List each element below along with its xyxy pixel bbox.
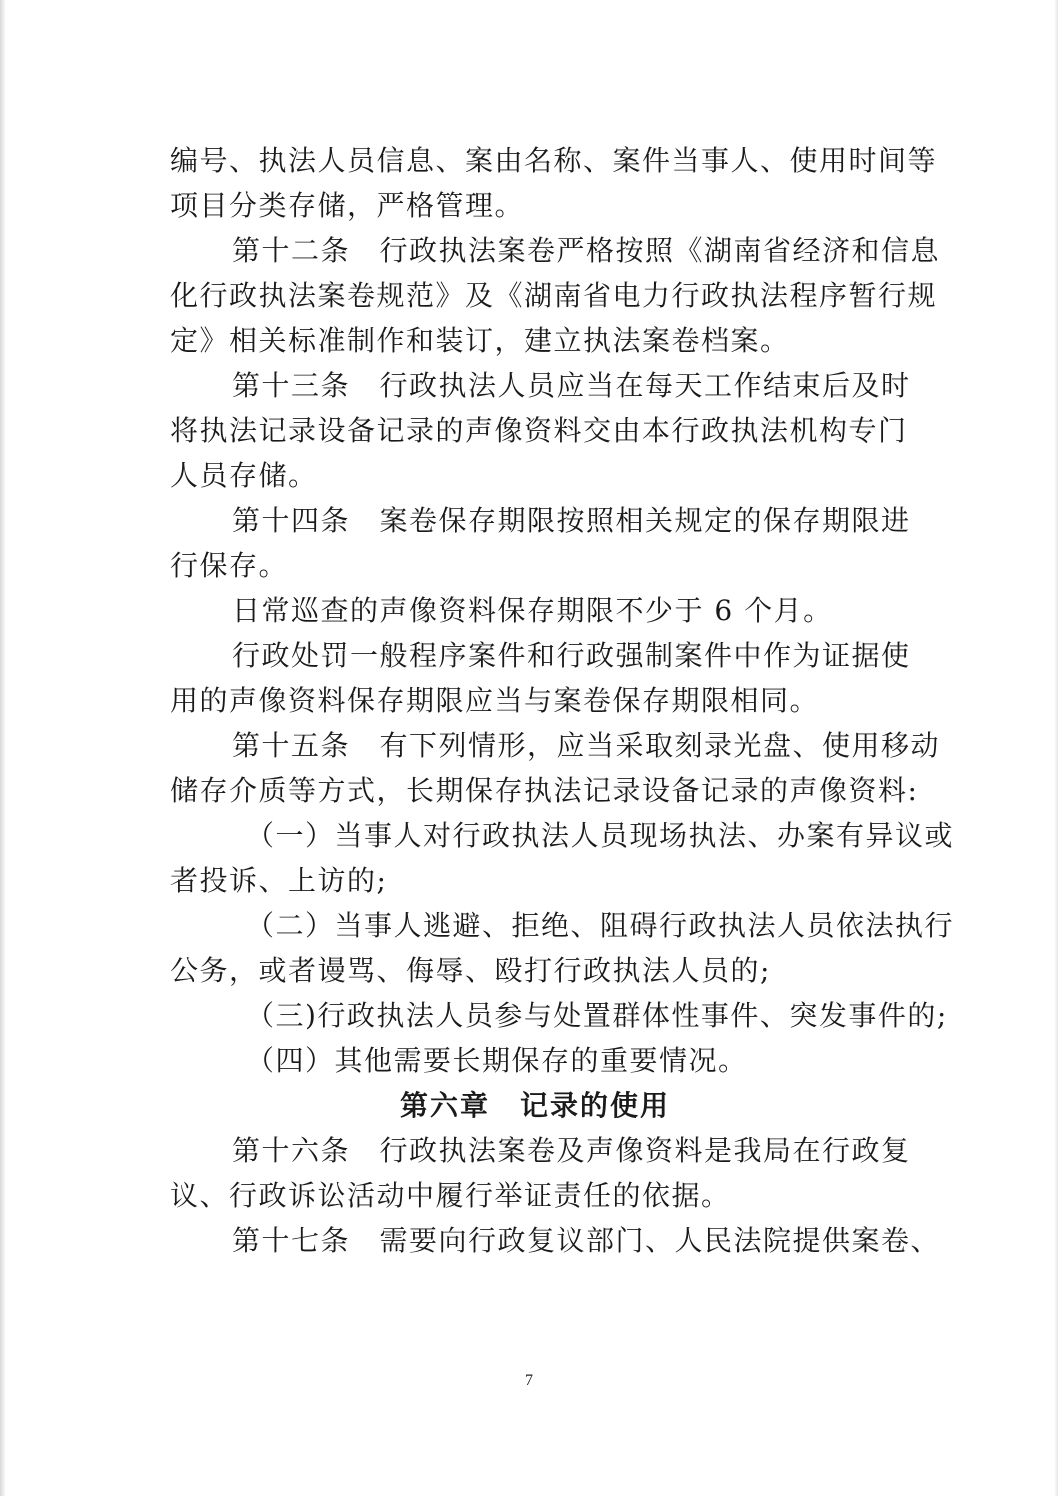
- text-line: 第十五条 有下列情形，应当采取刻录光盘、使用移动: [232, 729, 941, 762]
- text-line: 者投诉、上访的;: [170, 864, 388, 897]
- scan-edge-right: [1054, 0, 1058, 1496]
- text-line: 将执法记录设备记录的声像资料交由本行政执法机构专门: [170, 414, 908, 447]
- text-line: 化行政执法案卷规范》及《湖南省电力行政执法程序暂行规: [170, 279, 938, 312]
- text-line: （二）当事人逃避、拒绝、阻碍行政执法人员依法执行: [246, 909, 955, 942]
- text-line: 储存介质等方式，长期保存执法记录设备记录的声像资料:: [170, 774, 919, 807]
- page-number: 7: [525, 1372, 533, 1389]
- text-line: 日常巡查的声像资料保存期限不少于 6 个月。: [232, 594, 833, 627]
- text-line: 人员存储。: [170, 459, 318, 492]
- text-line: 议、行政诉讼活动中履行举证责任的依据。: [170, 1179, 731, 1212]
- text-line: 第十六条 行政执法案卷及声像资料是我局在行政复: [232, 1134, 911, 1167]
- chapter-heading: 第六章 记录的使用: [399, 1089, 670, 1122]
- text-line: 行保存。: [170, 549, 289, 582]
- text-line: 用的声像资料保存期限应当与案卷保存期限相同。: [170, 684, 820, 717]
- text-line: 第十七条 需要向行政复议部门、人民法院提供案卷、: [232, 1224, 941, 1257]
- text-line: 项目分类存储，严格管理。: [170, 189, 525, 222]
- text-line: 第十四条 案卷保存期限按照相关规定的保存期限进: [232, 504, 911, 537]
- text-line: （四）其他需要长期保存的重要情况。: [246, 1044, 748, 1077]
- text-line: 第十三条 行政执法人员应当在每天工作结束后及时: [232, 369, 911, 402]
- text-line: （一）当事人对行政执法人员现场执法、办案有异议或: [246, 819, 955, 852]
- text-line: 定》相关标准制作和装订，建立执法案卷档案。: [170, 324, 790, 357]
- text-line: 公务，或者谩骂、侮辱、殴打行政执法人员的;: [170, 954, 771, 987]
- text-line: （三)行政执法人员参与处置群体性事件、突发事件的;: [246, 999, 948, 1032]
- document-body: [170, 138, 955, 1263]
- text-line: 编号、执法人员信息、案由名称、案件当事人、使用时间等: [170, 144, 938, 177]
- text-line: 第十二条 行政执法案卷严格按照《湖南省经济和信息: [232, 234, 941, 267]
- text-line: 行政处罚一般程序案件和行政强制案件中作为证据使: [232, 639, 911, 672]
- scan-edge-left: [0, 0, 6, 1496]
